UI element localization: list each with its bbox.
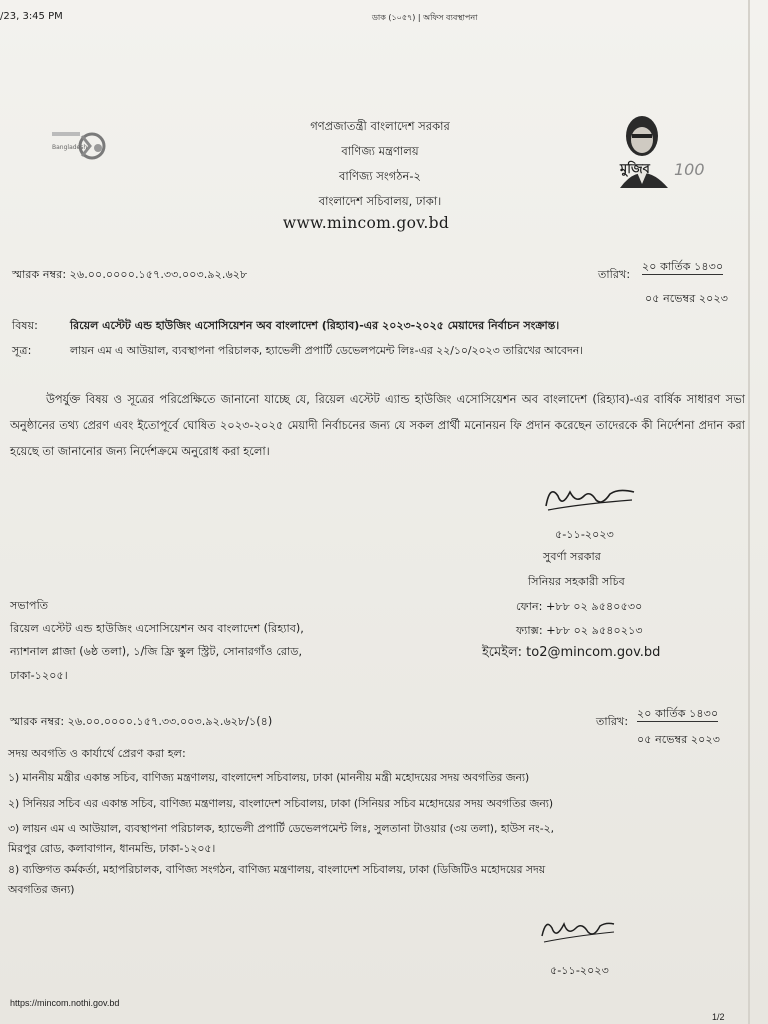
distribution-item-3-cont: মিরপুর রোড, কলাবাগান, ধানমন্ডি, ঢাকা-১২০৫। xyxy=(8,842,216,855)
signatory-phone: ফোন: +৮৮ ০২ ৯৫৪০৫৩০ xyxy=(516,600,643,613)
signatory-name: সুবর্ণা সরকার xyxy=(543,550,601,563)
recipient-line-3: ঢাকা-১২০৫। xyxy=(10,669,68,682)
source-text: লায়ন এম এ আউয়াল, ব্যবস্থাপনা পরিচালক, হ্যাভেলী প্রপার্টি ডেভেলপমেন্ট লিঃ-এর ২২/১০/২০২৩ তারিখের আবেদন। xyxy=(70,344,583,357)
logo-right-caption-bn: মুজিব xyxy=(620,162,650,177)
date-label: তারিখ: xyxy=(598,268,631,281)
date-label-2: তারিখ: xyxy=(596,715,629,728)
signature-1 xyxy=(540,478,640,522)
date-bangla-text: ২০ কার্তিক ১৪৩০ xyxy=(642,260,724,273)
date-bangla-2 xyxy=(637,705,718,724)
subject-text: রিয়েল এস্টেট এন্ড হাউজিং এসোসিয়েশন অব বাংলাদেশ (রিহ্যাব)-এর ২০২৩-২০২৫ মেয়াদের নির্বাচন সংক্রান্ত। xyxy=(70,319,560,332)
signed-date-2: ৫-১১-২০২৩ xyxy=(550,964,609,977)
date-bangla xyxy=(642,258,723,277)
header-website: www.mincom.gov.bd xyxy=(282,214,450,232)
memo-number-2: স্মারক নম্বর: ২৬.০০.০০০০.১৫৭.৩৩.০০৩.৯২.৬২৮/১(৪) xyxy=(10,715,273,728)
date-english-2: ০৫ নভেম্বর ২০২৩ xyxy=(637,733,720,746)
print-header-center: ডাক (১০৫৭) | অফিস ব্যবস্থাপনা xyxy=(372,13,478,22)
signatory-designation: সিনিয়র সহকারী সচিব xyxy=(528,575,625,588)
distribution-item-4-cont: অবগতির জন্য) xyxy=(8,883,75,896)
footer-page-number: 1/2 xyxy=(712,1012,725,1022)
memo-number: স্মারক নম্বর: ২৬.০০.০০০০.১৫৭.৩৩.০০৩.৯২.৬২৮ xyxy=(12,268,248,281)
mujib-100-logo xyxy=(612,110,708,190)
recipient-line-1: রিয়েল এস্টেট এন্ড হাউজিং এসোসিয়েশন অব বাংলাদেশ (রিহ্যাব), xyxy=(10,622,304,635)
print-datetime: /23, 3:45 PM xyxy=(0,11,63,22)
recipient-line-2: ন্যাশনাল প্লাজা (৬ষ্ঠ তলা), ১/জি ফ্রি স্কুল স্ট্রিট, সোনারগাঁও রোড, xyxy=(10,645,303,658)
distribution-intro: সদয় অবগতি ও কার্যার্থে প্রেরণ করা হল: xyxy=(8,747,186,760)
date-bangla-2-text: ২০ কার্তিক ১৪৩০ xyxy=(637,707,719,720)
date-english: ০৫ নভেম্বর ২০২৩ xyxy=(645,292,728,305)
paper-edge xyxy=(748,0,750,1024)
footer-url[interactable]: https://mincom.nothi.gov.bd xyxy=(10,998,120,1008)
header-address: বাংলাদেশ সচিবালয়, ঢাকা। xyxy=(318,194,442,208)
subject-label: বিষয়: xyxy=(12,319,38,332)
signed-date-1: ৫-১১-২০২৩ xyxy=(555,528,614,541)
distribution-item-4: ৪) ব্যক্তিগত কর্মকর্তা, মহাপরিচালক, বাণিজ্য সংগঠন, বাণিজ্য মন্ত্রণালয়, বাংলাদেশ সচিবালয়, ঢাকা (ডিজিটিও মহোদয়ের সদয় xyxy=(8,863,546,876)
bangladesh-50-logo xyxy=(52,128,110,164)
source-label: সূত্র: xyxy=(12,344,32,357)
signature-2 xyxy=(538,912,618,952)
header-govt: গণপ্রজাতন্ত্রী বাংলাদেশ সরকার xyxy=(310,119,450,133)
distribution-item-2: ২) সিনিয়র সচিব এর একান্ত সচিব, বাণিজ্য মন্ত্রণালয়, বাংলাদেশ সচিবালয়, ঢাকা (সিনিয়র সচিব মহোদয়ের সদয় অবগতির জন্য) xyxy=(8,797,554,810)
header-ministry: বাণিজ্য মন্ত্রণালয় xyxy=(341,144,419,158)
distribution-item-3: ৩) লায়ন এম এ আউয়াল, ব্যবস্থাপনা পরিচালক, হ্যাভেলী প্রপার্টি ডেভেলপমেন্ট লিঃ, সুলতানা টাওয়ার (৩য় তলা), হাউস নং-২, xyxy=(8,822,555,835)
logo-left-caption: Bangladesh xyxy=(52,144,88,151)
header-wing: বাণিজ্য সংগঠন-২ xyxy=(339,169,421,183)
signatory-email: ইমেইল: to2@mincom.gov.bd xyxy=(482,645,661,660)
body-paragraph: উপর্যুক্ত বিষয় ও সূত্রের পরিপ্রেক্ষিতে জানানো যাচ্ছে যে, রিয়েল এস্টেট এ্যান্ড হাউজিং এসোসিয়েশন অব বাংলাদেশ (রিহ্যাব)-এর বার্ষিক সাধারণ সভা অনুষ্ঠানের তথ্য প্রেরণ এবং ইতোপূর্বে ঘোষিত ২০২৩-২০২৫ মেয়াদী নির্বাচনের জন্য যে সকল প্রার্থী মনোনয়ন ফি প্রদান করেছেন তাদেরকে কী নির্দেশনা প্রদান করা হয়েছে তা জানানোর জন্য নির্দেশক্রমে অনুরোধ করা হলো। xyxy=(10,392,745,458)
signatory-fax: ফ্যাক্স: +৮৮ ০২ ৯৫৪০২১৩ xyxy=(516,624,643,637)
recipient-title: সভাপতি xyxy=(10,599,49,612)
logo-right-caption-num: 100 xyxy=(674,160,705,179)
distribution-item-1: ১) মাননীয় মন্ত্রীর একান্ত সচিব, বাণিজ্য মন্ত্রণালয়, বাংলাদেশ সচিবালয়, ঢাকা (মাননীয় মন্ত্রী মহোদয়ের সদয় অবগতির জন্য) xyxy=(8,771,530,784)
